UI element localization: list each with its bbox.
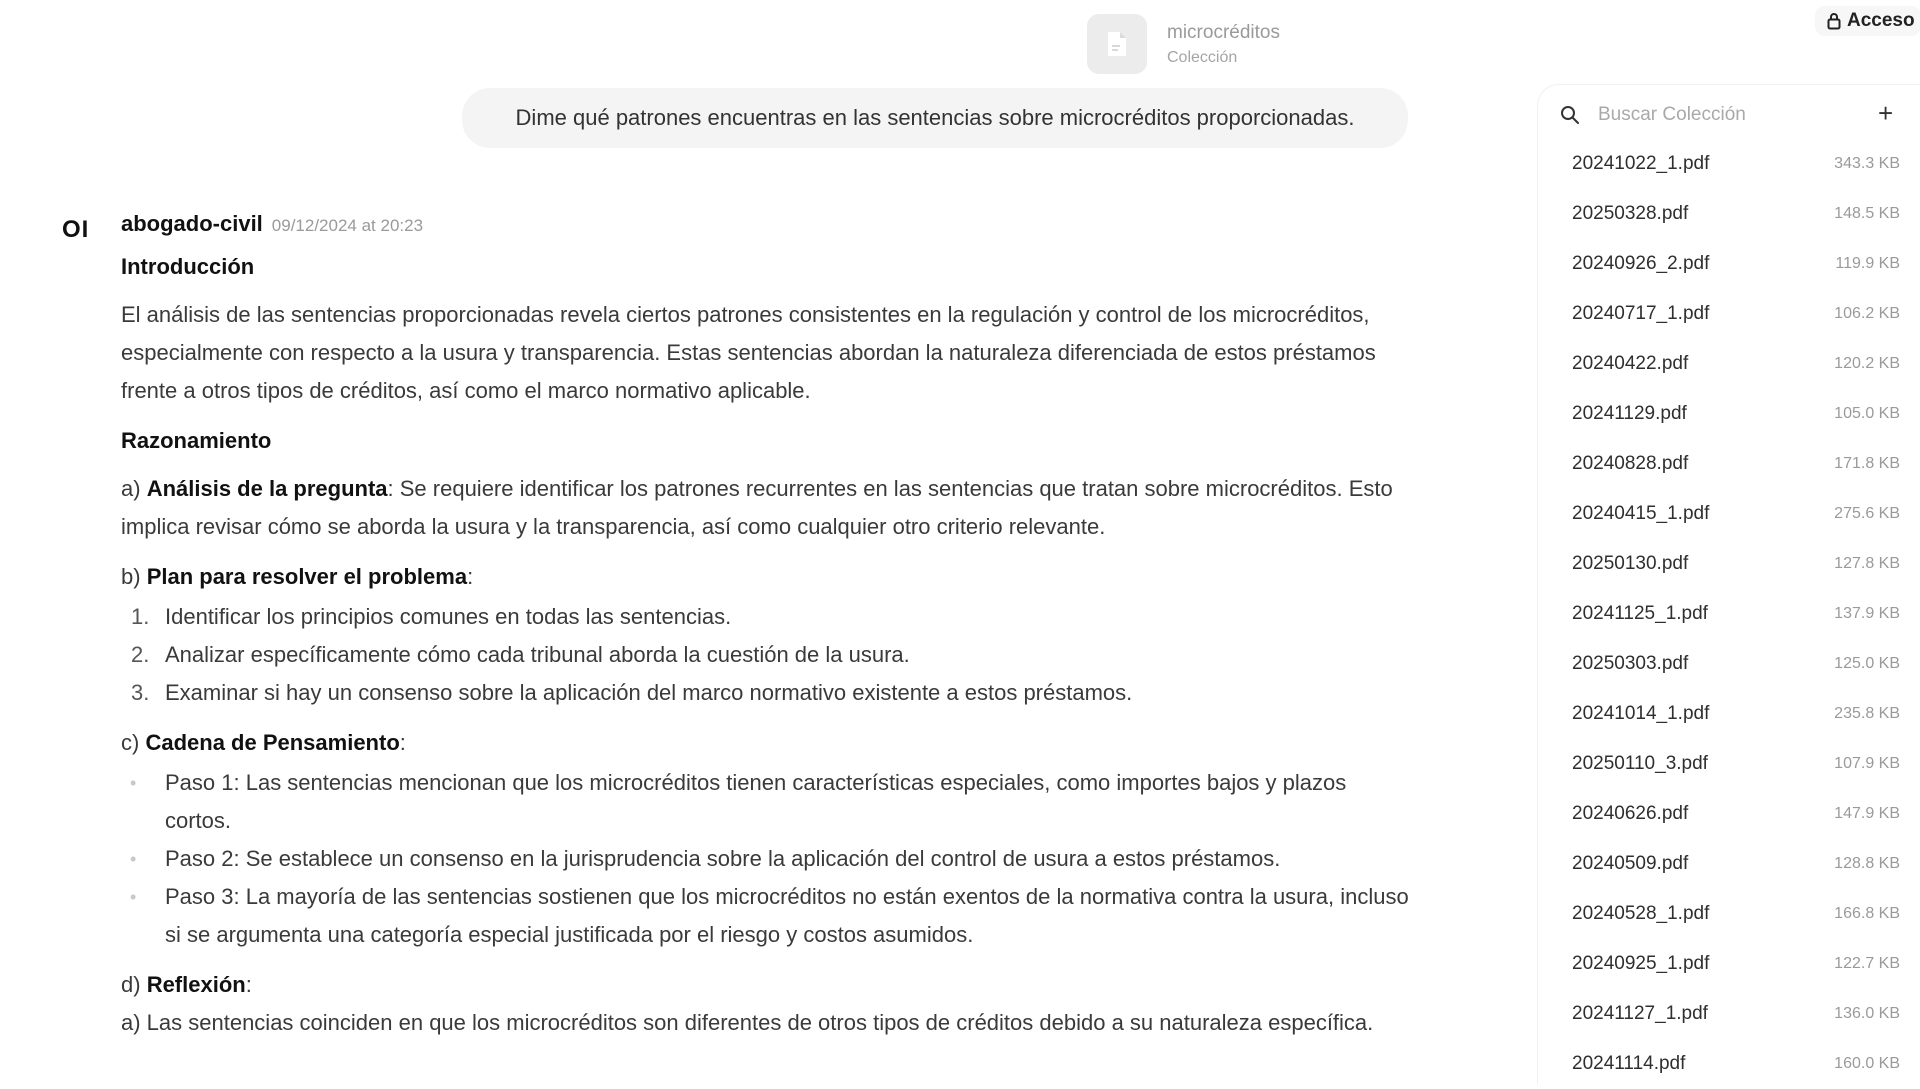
- file-item[interactable]: [1538, 989, 1920, 1039]
- file-name: 20240925_1.pdf: [1572, 953, 1710, 974]
- file-item[interactable]: [1538, 489, 1920, 539]
- search-icon: [1560, 105, 1580, 125]
- list-text: Paso 3: La mayoría de las sentencias sostienen que los microcréditos no están exentos de la normativa contra la usura, incluso si se argumenta una categoría especial justificada por el riesgo y costos asumidos.: [165, 884, 1409, 947]
- file-name: 20250130.pdf: [1572, 553, 1689, 574]
- file-name: 20240828.pdf: [1572, 453, 1689, 474]
- file-item[interactable]: [1538, 939, 1920, 989]
- file-item[interactable]: [1538, 539, 1920, 589]
- file-name: 20240528_1.pdf: [1572, 903, 1710, 924]
- collection-chip[interactable]: [1087, 14, 1280, 74]
- list-text: Paso 2: Se establece un consenso en la jurisprudencia sobre la aplicación del control de usura a estos préstamos.: [165, 846, 1281, 871]
- file-size: 106.2 KB: [1834, 305, 1900, 322]
- file-size: 148.5 KB: [1834, 205, 1900, 222]
- file-item[interactable]: [1538, 1039, 1920, 1089]
- file-item[interactable]: [1538, 289, 1920, 339]
- list-item: [121, 598, 1411, 636]
- steps-list: [121, 764, 1411, 954]
- file-size: 125.0 KB: [1834, 655, 1900, 672]
- bullet-icon: •: [130, 887, 137, 907]
- file-name: 20250328.pdf: [1572, 203, 1689, 224]
- file-size: 107.9 KB: [1834, 755, 1900, 772]
- list-item: [121, 764, 1411, 840]
- add-icon[interactable]: +: [1878, 98, 1894, 128]
- section-c-suffix: :: [399, 730, 406, 755]
- access-button[interactable]: [1815, 6, 1920, 36]
- file-size: 147.9 KB: [1834, 805, 1900, 822]
- file-size: 166.8 KB: [1834, 905, 1900, 922]
- list-text: Identificar los principios comunes en todas las sentencias.: [165, 604, 732, 629]
- section-b: [121, 558, 1411, 596]
- list-text: Analizar específicamente cómo cada tribunal aborda la cuestión de la usura.: [165, 642, 910, 667]
- file-item[interactable]: [1538, 589, 1920, 639]
- bullet-icon: •: [130, 849, 137, 869]
- collection-sidebar: [1537, 84, 1920, 1084]
- file-size: 171.8 KB: [1834, 455, 1900, 472]
- section-d-text: a) Las sentencias coinciden en que los microcréditos son diferentes de otros tipos de créditos debido a su naturaleza específica.: [121, 1010, 1374, 1035]
- file-size: 105.0 KB: [1834, 405, 1900, 422]
- search-input[interactable]: [1596, 97, 1850, 133]
- file-size: 122.7 KB: [1834, 955, 1900, 972]
- list-item: [121, 674, 1411, 712]
- list-number: 1.: [131, 604, 150, 629]
- section-b-suffix: :: [467, 564, 474, 589]
- assistant-avatar: OI: [62, 216, 90, 243]
- assistant-message-body: [121, 248, 1411, 1054]
- file-item[interactable]: [1538, 639, 1920, 689]
- file-item[interactable]: [1538, 239, 1920, 289]
- section-a-title: Análisis de la pregunta: [146, 476, 388, 501]
- file-list: [1538, 139, 1920, 1089]
- file-size: 127.8 KB: [1834, 555, 1900, 572]
- search-row: [1538, 85, 1920, 145]
- file-name: 20250303.pdf: [1572, 653, 1689, 674]
- assistant-header: [121, 211, 423, 237]
- list-text: Paso 1: Las sentencias mencionan que los microcréditos tienen características especiales, como importes bajos y plazos cortos.: [165, 770, 1347, 833]
- file-size: 275.6 KB: [1834, 505, 1900, 522]
- file-item[interactable]: [1538, 739, 1920, 789]
- user-message-bubble: [462, 88, 1408, 148]
- file-size: 128.8 KB: [1834, 855, 1900, 872]
- file-item[interactable]: [1538, 139, 1920, 189]
- file-size: 136.0 KB: [1834, 1005, 1900, 1022]
- list-number: 3.: [131, 680, 150, 705]
- assistant-name: abogado-civil: [121, 211, 263, 236]
- file-name: 20240926_2.pdf: [1572, 253, 1710, 274]
- file-name: 20241125_1.pdf: [1572, 603, 1708, 624]
- file-name: 20241114.pdf: [1572, 1053, 1686, 1074]
- intro-heading: Introducción: [121, 254, 255, 279]
- section-d-prefix: d): [121, 972, 147, 997]
- list-item: [121, 840, 1411, 878]
- document-icon: [1087, 14, 1147, 74]
- file-item[interactable]: [1538, 839, 1920, 889]
- file-name: 20241014_1.pdf: [1572, 703, 1710, 724]
- file-name: 20241127_1.pdf: [1572, 1003, 1708, 1024]
- intro-paragraph: El análisis de las sentencias proporcionadas revela ciertos patrones consistentes en la regulación y control de los microcréditos, especialmente con respecto a la usura y transparencia. Estas sentencias abordan la naturaleza diferenciada de estos préstamos frente a otros tipos de créditos, así como el marco normativo aplicable.: [121, 302, 1376, 403]
- file-name: 20250110_3.pdf: [1572, 753, 1708, 774]
- section-d-suffix: :: [245, 972, 252, 997]
- list-number: 2.: [131, 642, 150, 667]
- file-size: 119.9 KB: [1835, 255, 1900, 272]
- file-name: 20240717_1.pdf: [1572, 303, 1710, 324]
- file-item[interactable]: [1538, 689, 1920, 739]
- section-c: [121, 724, 1411, 762]
- collection-type: Colección: [1167, 49, 1238, 66]
- file-name: 20241022_1.pdf: [1572, 153, 1710, 174]
- plan-list: [121, 598, 1411, 712]
- file-item[interactable]: [1538, 889, 1920, 939]
- file-size: 235.8 KB: [1834, 705, 1900, 722]
- list-text: Examinar si hay un consenso sobre la aplicación del marco normativo existente a estos préstamos.: [165, 680, 1133, 705]
- file-item[interactable]: [1538, 389, 1920, 439]
- section-b-title: Plan para resolver el problema: [146, 564, 468, 589]
- section-c-prefix: c): [121, 730, 146, 755]
- reasoning-heading: Razonamiento: [121, 428, 272, 453]
- section-d: [121, 966, 1411, 1004]
- lock-icon: [1827, 12, 1841, 30]
- file-item[interactable]: [1538, 789, 1920, 839]
- bullet-icon: •: [130, 773, 137, 793]
- file-name: 20240422.pdf: [1572, 353, 1689, 374]
- file-name: 20240415_1.pdf: [1572, 503, 1710, 524]
- section-b-prefix: b): [121, 564, 147, 589]
- section-a: [121, 470, 1411, 546]
- file-item[interactable]: [1538, 439, 1920, 489]
- section-d-title: Reflexión: [146, 972, 246, 997]
- list-item: [121, 878, 1411, 954]
- list-item: [121, 636, 1411, 674]
- file-name: 20241129.pdf: [1572, 403, 1687, 424]
- access-label: Acceso: [1847, 10, 1915, 31]
- file-name: 20240626.pdf: [1572, 803, 1689, 824]
- file-name: 20240509.pdf: [1572, 853, 1689, 874]
- section-c-title: Cadena de Pensamiento: [145, 730, 400, 755]
- file-size: 120.2 KB: [1834, 355, 1900, 372]
- file-item[interactable]: [1538, 339, 1920, 389]
- user-message-text: Dime qué patrones encuentras en las sentencias sobre microcréditos proporcionadas.: [515, 105, 1355, 130]
- collection-name: microcréditos: [1167, 22, 1280, 43]
- file-item[interactable]: [1538, 189, 1920, 239]
- file-size: 343.3 KB: [1834, 155, 1900, 172]
- file-size: 160.0 KB: [1834, 1055, 1900, 1072]
- file-size: 137.9 KB: [1834, 605, 1900, 622]
- message-timestamp: 09/12/2024 at 20:23: [271, 216, 424, 235]
- section-a-text: : Se requiere identificar los patrones recurrentes en las sentencias que tratan sobre microcréditos. Esto implica revisar cómo se aborda la usura y la transparencia, así como cualquier otro criterio relevante.: [121, 476, 1393, 539]
- section-a-prefix: a): [121, 476, 147, 501]
